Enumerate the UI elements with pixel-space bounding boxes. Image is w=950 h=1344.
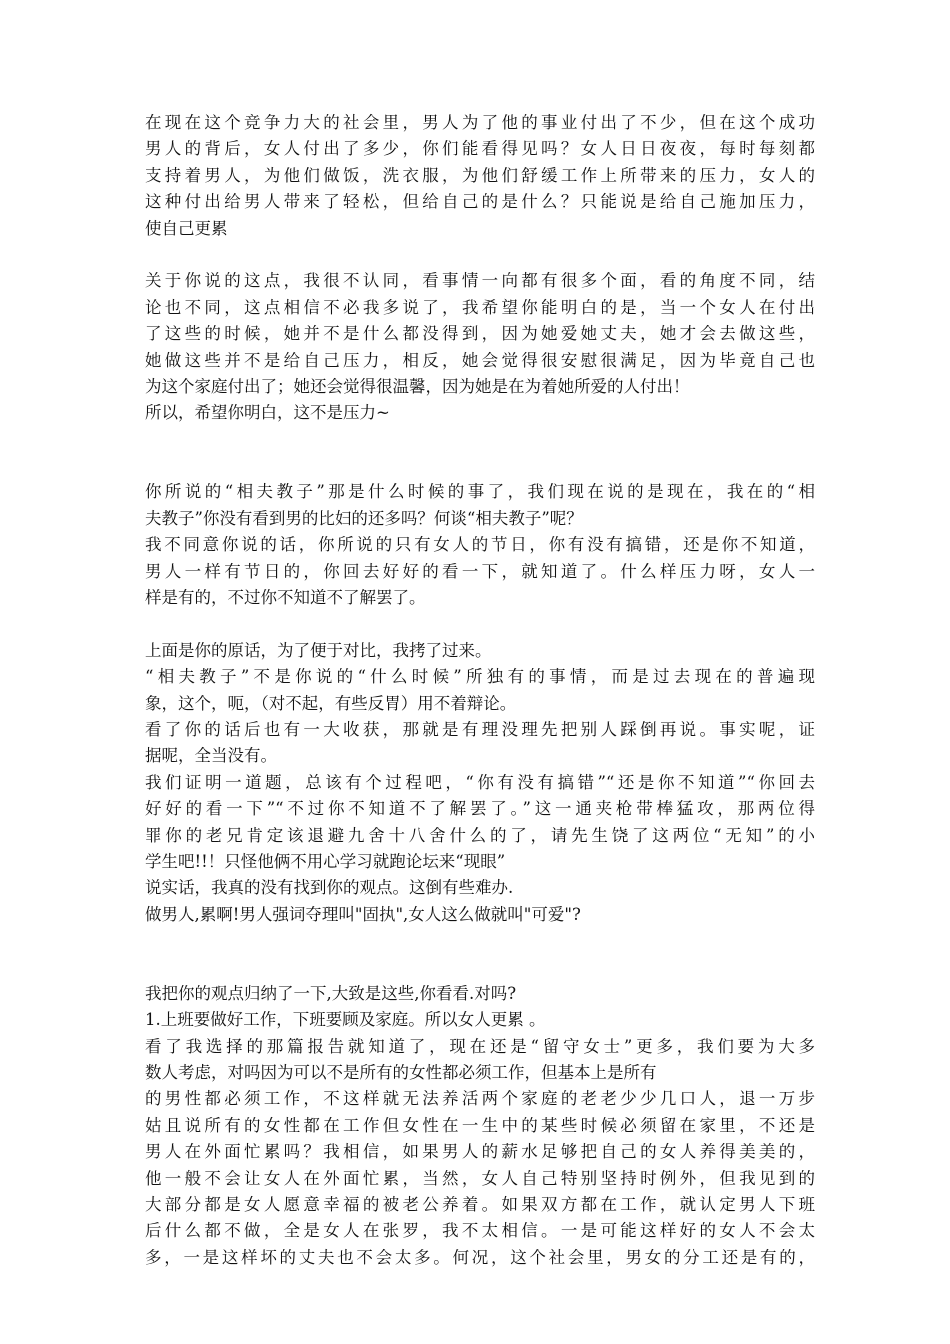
text-line: 学生吧!!！只怪他俩不用心学习就跑论坛来“现眼” bbox=[145, 851, 506, 871]
text-line: 做男人,累啊!男人强词夺理叫"固执",女人这么做就叫"可爱"? bbox=[145, 904, 581, 924]
text-line: 看了你的话后也有一大收获，那就是有理没理先把别人踩倒再说。事实呢，证 bbox=[145, 720, 815, 739]
paragraph-gap bbox=[145, 928, 815, 981]
document-page bbox=[145, 110, 815, 1271]
text-line: 了这些的时候，她并不是什么都没得到，因为她爱她丈夫，她才会去做这些， bbox=[145, 324, 815, 344]
text-line: 1.上班要做好工作，下班要顾及家庭。所以女人更累 。 bbox=[145, 1010, 546, 1030]
text-line: “相夫教子”不是你说的“什么时候”所独有的事情，而是过去现在的普遍现 bbox=[145, 667, 815, 687]
text-line: 据呢，全当没有。 bbox=[145, 746, 277, 766]
text-line: 为这个家庭付出了；她还会觉得很温馨，因为她是在为着她所爱的人付出！ bbox=[145, 376, 690, 396]
paragraph bbox=[145, 268, 815, 426]
text-line: 这种付出给男人带来了轻松，但给自己的是什么？只能说是给自己施加压力， bbox=[145, 192, 815, 212]
text-line: 象，这个，呃，（对不起，有些反胃）用不着辩论。 bbox=[145, 693, 517, 713]
text-line: 我不同意你说的话，你所说的只有女人的节日，你有没有搞错，还是你不知道， bbox=[145, 535, 815, 555]
text-line: 你所说的“相夫教子”那是什么时候的事了，我们现在说的是现在，我在的“相 bbox=[145, 482, 815, 502]
text-line: 我把你的观点归纳了一下,大致是这些,你看看.对吗? bbox=[145, 983, 517, 1003]
text-line: 在现在这个竞争力大的社会里，男人为了他的事业付出了不少，但在这个成功 bbox=[145, 113, 815, 132]
text-line: 姑且说所有的女性都在工作但女性在一生中的某些时候必须留在家里，不还是 bbox=[145, 1115, 815, 1135]
text-line: 使自己更累 bbox=[145, 218, 228, 238]
text-line: 样是有的，不过你不知道不了解罢了。 bbox=[145, 588, 426, 608]
paragraph-gap bbox=[145, 427, 815, 480]
paragraph bbox=[145, 110, 815, 242]
text-line: 男人一样有节日的，你回去好好的看一下，就知道了。什么样压力呀，女人一 bbox=[145, 561, 815, 581]
paragraph-gap bbox=[145, 242, 815, 268]
text-line: 看了我选择的那篇报告就知道了，现在还是“留守女士”更多，我们要为大多 bbox=[145, 1036, 815, 1056]
paragraph bbox=[145, 479, 815, 611]
text-line: 我们证明一道题，总该有个过程吧，“你有没有搞错”“还是你不知道”“你回去 bbox=[145, 772, 815, 792]
text-line: 后什么都不做，全是女人在张罗，我不太相信。一是可能这样好的女人不会太 bbox=[145, 1221, 815, 1241]
text-line: 多，一是这样坏的丈夫也不会太多。何况，这个社会里，男女的分工还是有的， bbox=[145, 1247, 815, 1267]
text-line: 的男性都必须工作，不这样就无法养活两个家庭的老老少少几口人，退一万步 bbox=[145, 1089, 815, 1109]
paragraph bbox=[145, 638, 815, 928]
text-line: 夫教子”你没有看到男的比妇的还多吗？何谈“相夫教子”呢？ bbox=[145, 508, 583, 528]
text-line: 男人在外面忙累吗？我相信，如果男人的薪水足够把自己的女人养得美美的， bbox=[145, 1142, 815, 1162]
text-line: 上面是你的原话，为了便于对比，我拷了过来。 bbox=[145, 640, 492, 660]
text-line: 所以，希望你明白，这不是压力~ bbox=[145, 403, 390, 423]
text-line: 她做这些并不是给自己压力，相反，她会觉得很安慰很满足，因为毕竟自己也 bbox=[145, 350, 815, 370]
text-line: 说实话，我真的没有找到你的观点。这倒有些难办. bbox=[145, 878, 514, 898]
text-line: 数人考虑，对吗因为可以不是所有的女性都必须工作，但基本上是所有 bbox=[145, 1063, 657, 1083]
text-line: 罪你的老兄肯定该退避九舍十八舍什么的了，请先生饶了这两位“无知”的小 bbox=[145, 825, 815, 845]
text-line: 关于你说的这点，我很不认同，看事情一向都有很多个面，看的角度不同，结 bbox=[145, 271, 815, 291]
text-line: 论也不同，这点相信不必我多说了，我希望你能明白的是，当一个女人在付出 bbox=[145, 297, 815, 317]
paragraph-gap bbox=[145, 611, 815, 637]
text-line: 支持着男人，为他们做饭，洗衣服，为他们舒缓工作上所带来的压力，女人的 bbox=[145, 165, 815, 185]
text-line: 他一般不会让女人在外面忙累，当然，女人自己特别坚持时例外，但我见到的 bbox=[145, 1168, 815, 1188]
text-line: 大部分都是女人愿意幸福的被老公养着。如果双方都在工作，就认定男人下班 bbox=[145, 1195, 815, 1215]
text-line: 男人的背后，女人付出了多少，你们能看得见吗？女人日日夜夜，每时每刻都 bbox=[145, 139, 815, 159]
paragraph bbox=[145, 981, 815, 1271]
text-line: 好好的看一下”“不过你不知道不了解罢了。”这一通夹枪带棒猛攻，那两位得 bbox=[145, 799, 815, 819]
